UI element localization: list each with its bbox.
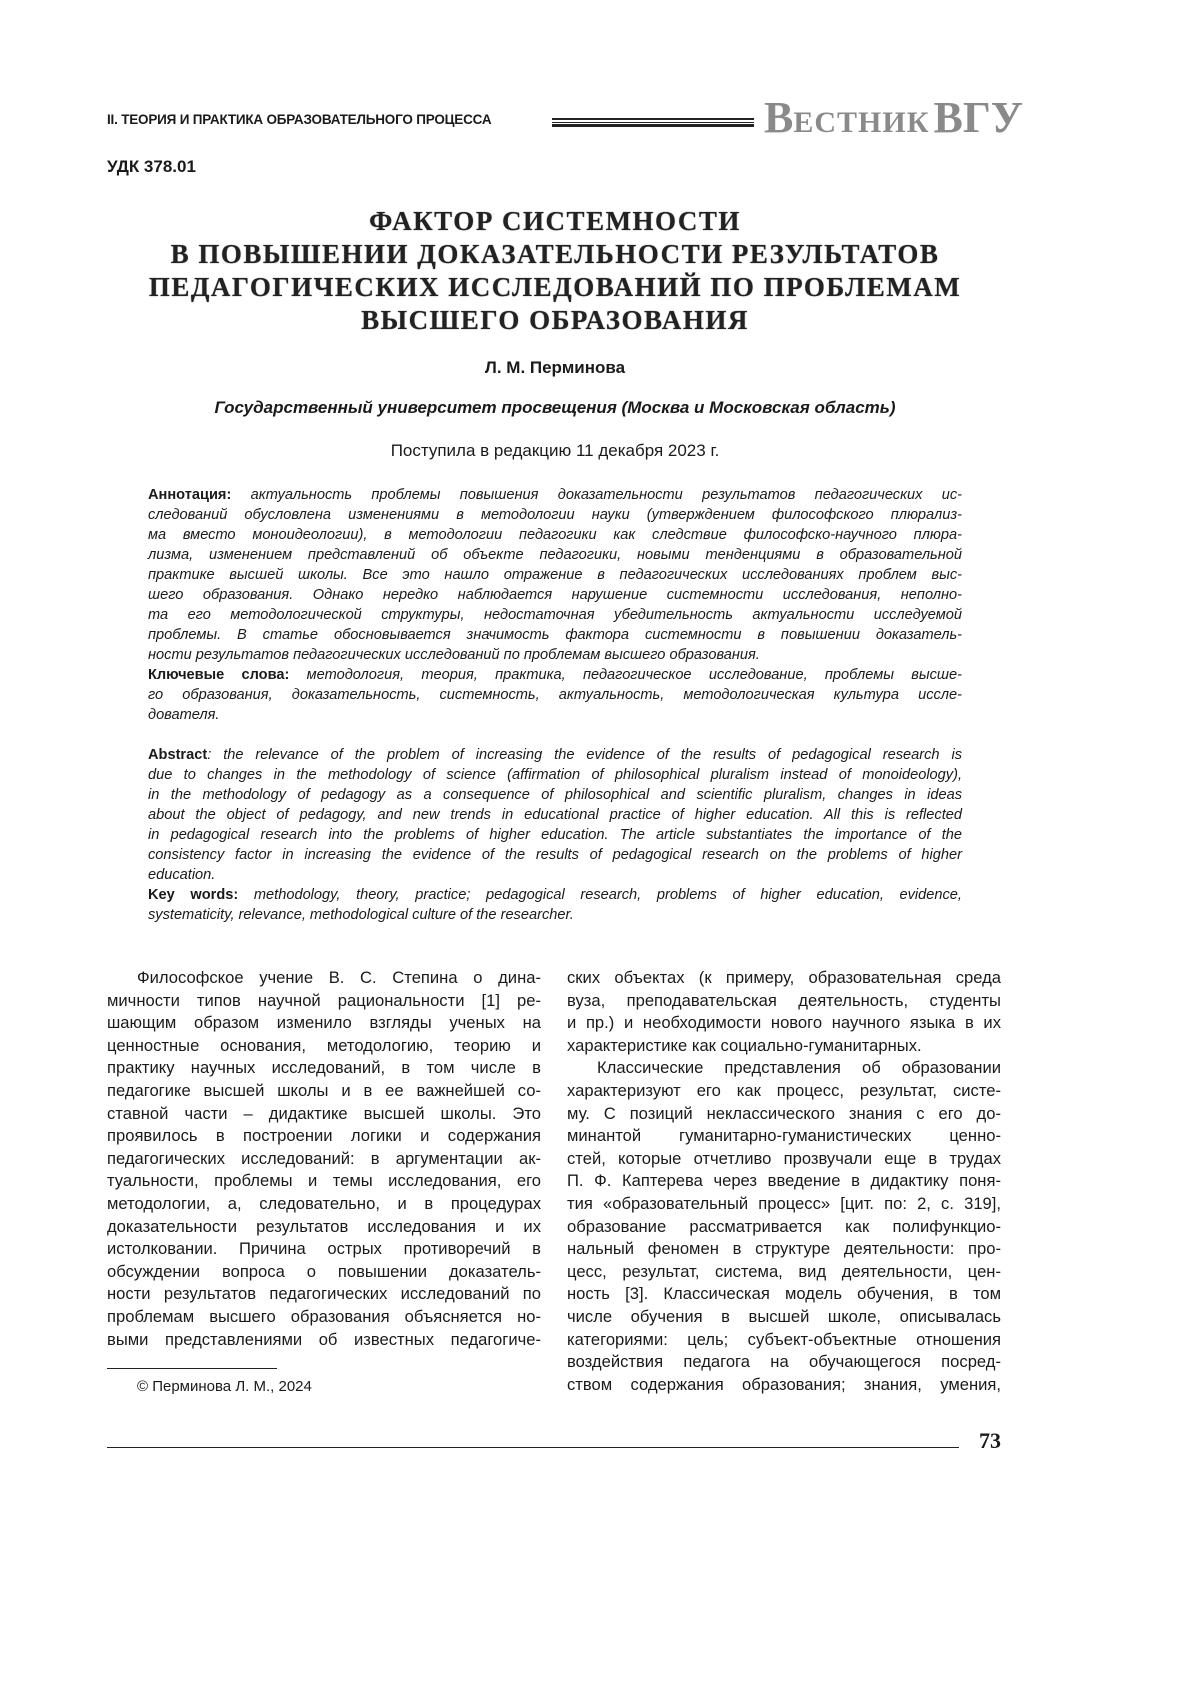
body-column-right <box>567 967 1001 1396</box>
line-text: in the methodology of pedagogy as a consequence of philosophical and scientific pluralism, changes in ideas <box>148 787 962 803</box>
line-text: воздействия педагога на обучающегося посред- <box>567 1352 1001 1371</box>
line-text: ценностные основания, методологию, теорию и <box>107 1036 541 1055</box>
text-line <box>107 1193 541 1216</box>
text-line <box>107 1216 541 1239</box>
header-rule <box>552 118 754 127</box>
footer-rule <box>107 1447 959 1448</box>
line-text: туальности, проблемы и темы исследования, его <box>107 1171 541 1190</box>
line-text: ством содержания образования; знания, умения, <box>567 1375 1001 1394</box>
line-text: проявилось в построении логики и содержания <box>107 1126 541 1145</box>
line-text: Философское учение В. С. Степина о дина- <box>137 968 541 987</box>
text-line <box>567 1035 1001 1058</box>
text-line <box>148 825 962 845</box>
text-line <box>148 585 962 605</box>
line-text: П. Ф. Каптерева через введение в дидактику поня- <box>567 1171 1001 1190</box>
line-text: тия «образовательный процесс» [цит. по: 2, с. 319], <box>567 1194 1001 1213</box>
text-line <box>567 1306 1001 1329</box>
line-text: дователя. <box>148 707 219 723</box>
text-line <box>148 885 962 905</box>
line-text: выми представлениями об известных педагогиче- <box>107 1330 541 1349</box>
line-text: методологии, а, следовательно, и в процедурах <box>107 1194 541 1213</box>
annotation-ru <box>148 485 962 725</box>
line-text: ских объектах (к примеру, образовательная среда <box>567 968 1001 987</box>
text-line <box>567 1283 1001 1306</box>
text-line <box>148 625 962 645</box>
line-text: стей, которые отчетливо прозвучали еще в трудах <box>567 1149 1001 1168</box>
text-line <box>148 845 962 865</box>
text-line <box>567 1148 1001 1171</box>
line-text: systematicity, relevance, methodological culture of the researcher. <box>148 907 574 923</box>
text-line <box>567 1351 1001 1374</box>
article-title <box>100 205 1010 337</box>
text-line <box>567 1057 1001 1080</box>
line-text: due to changes in the methodology of science (affirmation of philosophical pluralism instead of monoideology), <box>148 767 962 783</box>
line-text: лизма, изменением представлений об объекте педагогики, новыми тенденциями в образовательной <box>148 547 962 563</box>
text-line <box>107 1238 541 1261</box>
text-line <box>148 745 962 765</box>
line-text: доказательности результатов исследования и их <box>107 1217 541 1236</box>
line-text: го образования, доказательность, системность, актуальность, методологическая культура иссле- <box>148 687 962 703</box>
line-text: Классические представления об образовании <box>597 1058 1001 1077</box>
line-text: мичности типов научной рациональности [1] ре- <box>107 991 541 1010</box>
received-date: Поступила в редакцию 11 декабря 2023 г. <box>0 441 1110 461</box>
label: Key words: <box>148 887 238 903</box>
text-line <box>567 1238 1001 1261</box>
text-line <box>567 1329 1001 1352</box>
text-line <box>107 1170 541 1193</box>
page-number: 73 <box>979 1428 1001 1454</box>
line-text: практике высшей школы. Все это нашло отражение в педагогических исследованиях проблем выс- <box>148 567 962 583</box>
line-text: та его методологической структуры, недостаточная убедительность актуальности исследуемой <box>148 607 962 623</box>
line-text: шего образования. Однако нередко наблюдается нарушение системности исследования, неполно- <box>148 587 962 603</box>
line-text: следований обусловлена изменениями в методологии науки (утверждением философского плюрализ- <box>148 507 962 523</box>
title-line: ВЫСШЕГО ОБРАЗОВАНИЯ <box>100 304 1010 337</box>
line-text: образование рассматривается как полифункцио- <box>567 1217 1001 1236</box>
text-line <box>107 1080 541 1103</box>
text-line <box>567 990 1001 1013</box>
text-line <box>567 967 1001 990</box>
line-text: : the relevance of the problem of increasing the evidence of the results of pedagogical research is <box>207 747 962 763</box>
text-line <box>107 1283 541 1306</box>
line-text: education. <box>148 867 215 883</box>
text-line <box>148 545 962 565</box>
text-line <box>107 1306 541 1329</box>
text-line <box>148 865 962 885</box>
text-line <box>107 1148 541 1171</box>
label: Ключевые слова: <box>148 667 289 683</box>
text-line <box>567 1125 1001 1148</box>
journal-logo: ВЕСТНИК ВГУ <box>764 92 1023 143</box>
copyright-footnote: © Перминова Л. М., 2024 <box>137 1378 312 1395</box>
line-text: methodology, theory, practice; pedagogical research, problems of higher education, evidence, <box>238 887 962 903</box>
text-line <box>107 1103 541 1126</box>
line-text: педагогических исследований: в аргументации ак- <box>107 1149 541 1168</box>
body-column-left <box>107 967 541 1351</box>
line-text: проблемам высшего образования объясняется но- <box>107 1307 541 1326</box>
line-text: шающим образом изменило взгляды ученых на <box>107 1013 541 1032</box>
text-line <box>148 565 962 585</box>
text-line <box>107 1261 541 1284</box>
text-line <box>148 665 962 685</box>
text-line <box>567 1012 1001 1035</box>
running-header-section: II. ТЕОРИЯ И ПРАКТИКА ОБРАЗОВАТЕЛЬНОГО ПРОЦЕССА <box>107 112 491 127</box>
label: Аннотация: <box>148 487 231 503</box>
label: Abstract <box>148 747 207 763</box>
text-line <box>148 485 962 505</box>
text-line <box>567 1216 1001 1239</box>
line-text: consistency factor in increasing the evidence of the results of pedagogical research on the problems of higher <box>148 847 962 863</box>
text-line <box>148 765 962 785</box>
line-text: обсуждении вопроса о повышении доказатель- <box>107 1262 541 1281</box>
line-text: практику научных исследований, в том числе в <box>107 1058 541 1077</box>
line-text: педагогике высшей школы и в ее важнейшей со- <box>107 1081 541 1100</box>
line-text: ности результатов педагогических исследований по <box>107 1284 541 1303</box>
text-line <box>148 685 962 705</box>
line-text: проблемы. В статье обосновывается значимость фактора системности в повышении доказатель- <box>148 627 962 643</box>
text-line <box>148 505 962 525</box>
affiliation: Государственный университет просвещения (Москва и Московская область) <box>0 398 1110 418</box>
author: Л. М. Перминова <box>0 358 1110 378</box>
line-text: методология, теория, практика, педагогическое исследование, проблемы высше- <box>289 667 962 683</box>
text-line <box>107 1012 541 1035</box>
text-line <box>148 645 962 665</box>
text-line <box>567 1080 1001 1103</box>
text-line <box>567 1261 1001 1284</box>
text-line <box>107 1035 541 1058</box>
line-text: числе обучения в высшей школе, описывалась <box>567 1307 1001 1326</box>
text-line <box>107 1125 541 1148</box>
line-text: му. С позиций неклассического знания с его до- <box>567 1104 1001 1123</box>
line-text: категориями: цель; субъект-объектные отношения <box>567 1330 1001 1349</box>
line-text: цесс, результат, система, вид деятельности, цен- <box>567 1262 1001 1281</box>
text-line <box>148 525 962 545</box>
line-text: характеристике как социально-гуманитарных. <box>567 1036 922 1055</box>
text-line <box>567 1374 1001 1397</box>
text-line <box>567 1103 1001 1126</box>
text-line <box>148 705 962 725</box>
line-text: about the object of pedagogy, and new trends in educational practice of higher education. All this is reflected <box>148 807 962 823</box>
text-line <box>567 1170 1001 1193</box>
udk-code: УДК 378.01 <box>107 157 196 177</box>
line-text: нальный феномен в структуре деятельности: про- <box>567 1239 1001 1258</box>
text-line <box>148 905 962 925</box>
text-line <box>148 785 962 805</box>
line-text: ность [3]. Классическая модель обучения, в том <box>567 1284 1001 1303</box>
line-text: актуальность проблемы повышения доказательности результатов педагогических ис- <box>231 487 962 503</box>
text-line <box>107 967 541 990</box>
text-line <box>148 805 962 825</box>
footnote-rule <box>107 1368 277 1369</box>
line-text: ставной части – дидактике высшей школы. Это <box>107 1104 541 1123</box>
line-text: вуза, преподавательская деятельность, студенты <box>567 991 1001 1010</box>
text-line <box>107 990 541 1013</box>
line-text: ма вместо моноидеологии), в методологии педагогики как следствие философско-научного плюра- <box>148 527 962 543</box>
title-line: ПЕДАГОГИЧЕСКИХ ИССЛЕДОВАНИЙ ПО ПРОБЛЕМАМ <box>100 271 1010 304</box>
title-line: В ПОВЫШЕНИИ ДОКАЗАТЕЛЬНОСТИ РЕЗУЛЬТАТОВ <box>100 238 1010 271</box>
line-text: ности результатов педагогических исследований по проблемам высшего образования. <box>148 647 760 663</box>
text-line <box>107 1329 541 1352</box>
line-text: минантой гуманитарно-гуманистических ценно- <box>567 1126 1001 1145</box>
text-line <box>567 1193 1001 1216</box>
title-line: ФАКТОР СИСТЕМНОСТИ <box>100 205 1010 238</box>
line-text: in pedagogical research into the problems of higher education. The article substantiates the importance of the <box>148 827 962 843</box>
line-text: и пр.) и необходимости нового научного языка в их <box>567 1013 1001 1032</box>
line-text: характеризуют его как процесс, результат, систе- <box>567 1081 1001 1100</box>
annotation-en <box>148 745 962 925</box>
text-line <box>148 605 962 625</box>
text-line <box>107 1057 541 1080</box>
line-text: истолковании. Причина острых противоречий в <box>107 1239 541 1258</box>
